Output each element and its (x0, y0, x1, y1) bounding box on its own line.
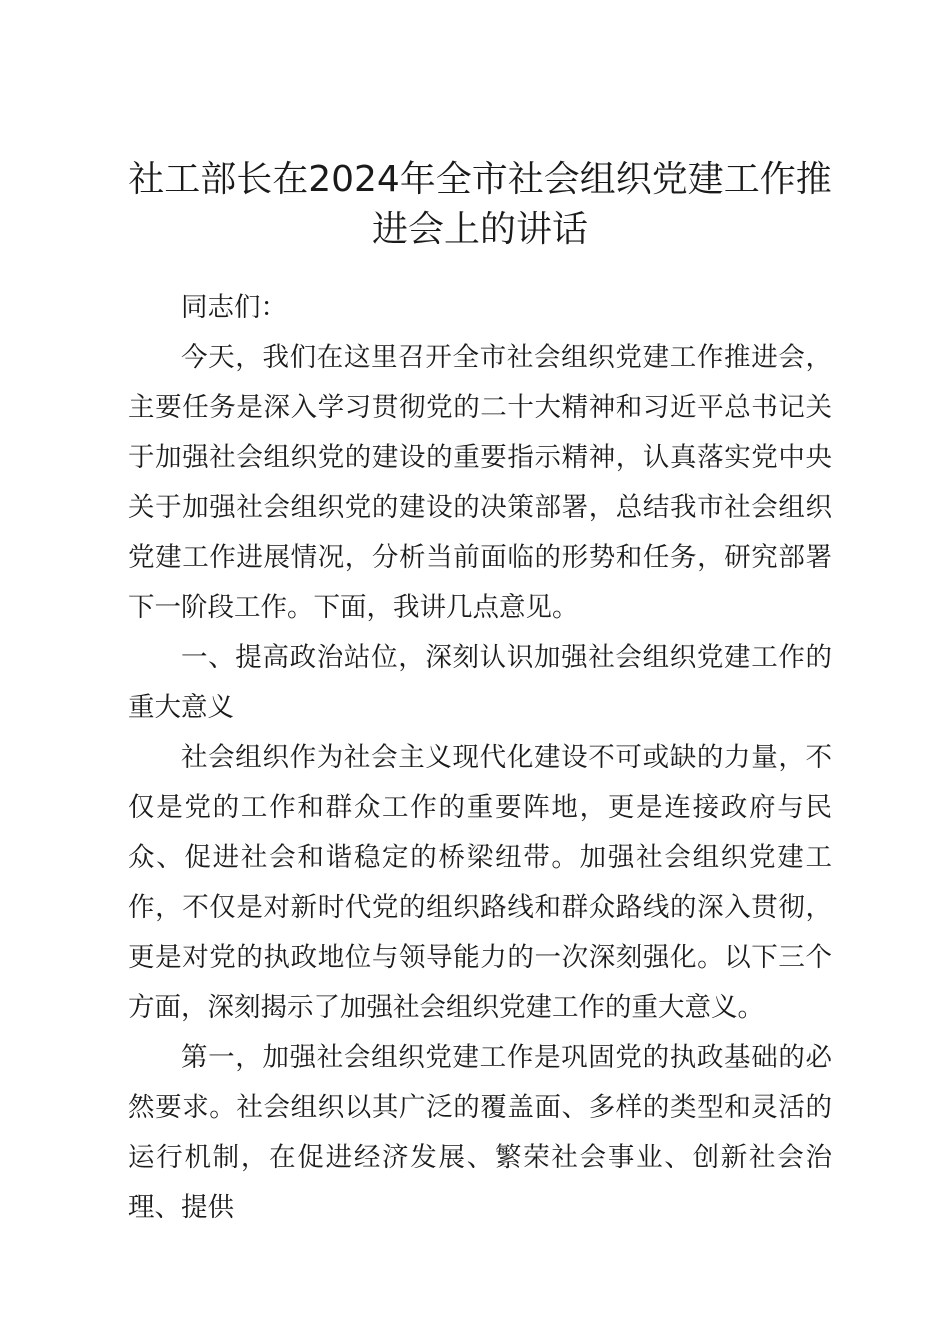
document-body (128, 283, 832, 1233)
paragraph-first-point: 第一，加强社会组织党建工作是巩固党的执政基础的必然要求。社会组织以其广泛的覆盖面、多样的类型和灵活的运行机制，在促进经济发展、繁荣社会事业、创新社会治理、提供 (128, 1042, 832, 1223)
title-line-2: 进会上的讲话 (371, 209, 588, 250)
document-title (110, 155, 850, 255)
section-heading-1: 一、提高政治站位，深刻认识加强社会组织党建工作的重大意义 (128, 642, 832, 723)
paragraph-significance: 社会组织作为社会主义现代化建设不可或缺的力量，不仅是党的工作和群众工作的重要阵地，更是连接政府与民众、促进社会和谐稳定的桥梁纽带。加强社会组织党建工作，不仅是对新时代党的组织路线和群众路线的深入贯彻，更是对党的执政地位与领导能力的一次深刻强化。以下三个方面，深刻揭示了加强社会组织党建工作的重大意义。 (128, 742, 832, 1023)
paragraph-intro: 今天，我们在这里召开全市社会组织党建工作推进会，主要任务是深入学习贯彻党的二十大精神和习近平总书记关于加强社会组织党的建设的重要指示精神，认真落实党中央关于加强社会组织党的建设的决策部署，总结我市社会组织党建工作进展情况，分析当前面临的形势和任务，研究部署下一阶段工作。下面，我讲几点意见。 (128, 342, 832, 623)
salutation: 同志们： (181, 292, 287, 323)
title-line-1: 社工部长在2024年全市社会组织党建工作推 (128, 159, 832, 200)
